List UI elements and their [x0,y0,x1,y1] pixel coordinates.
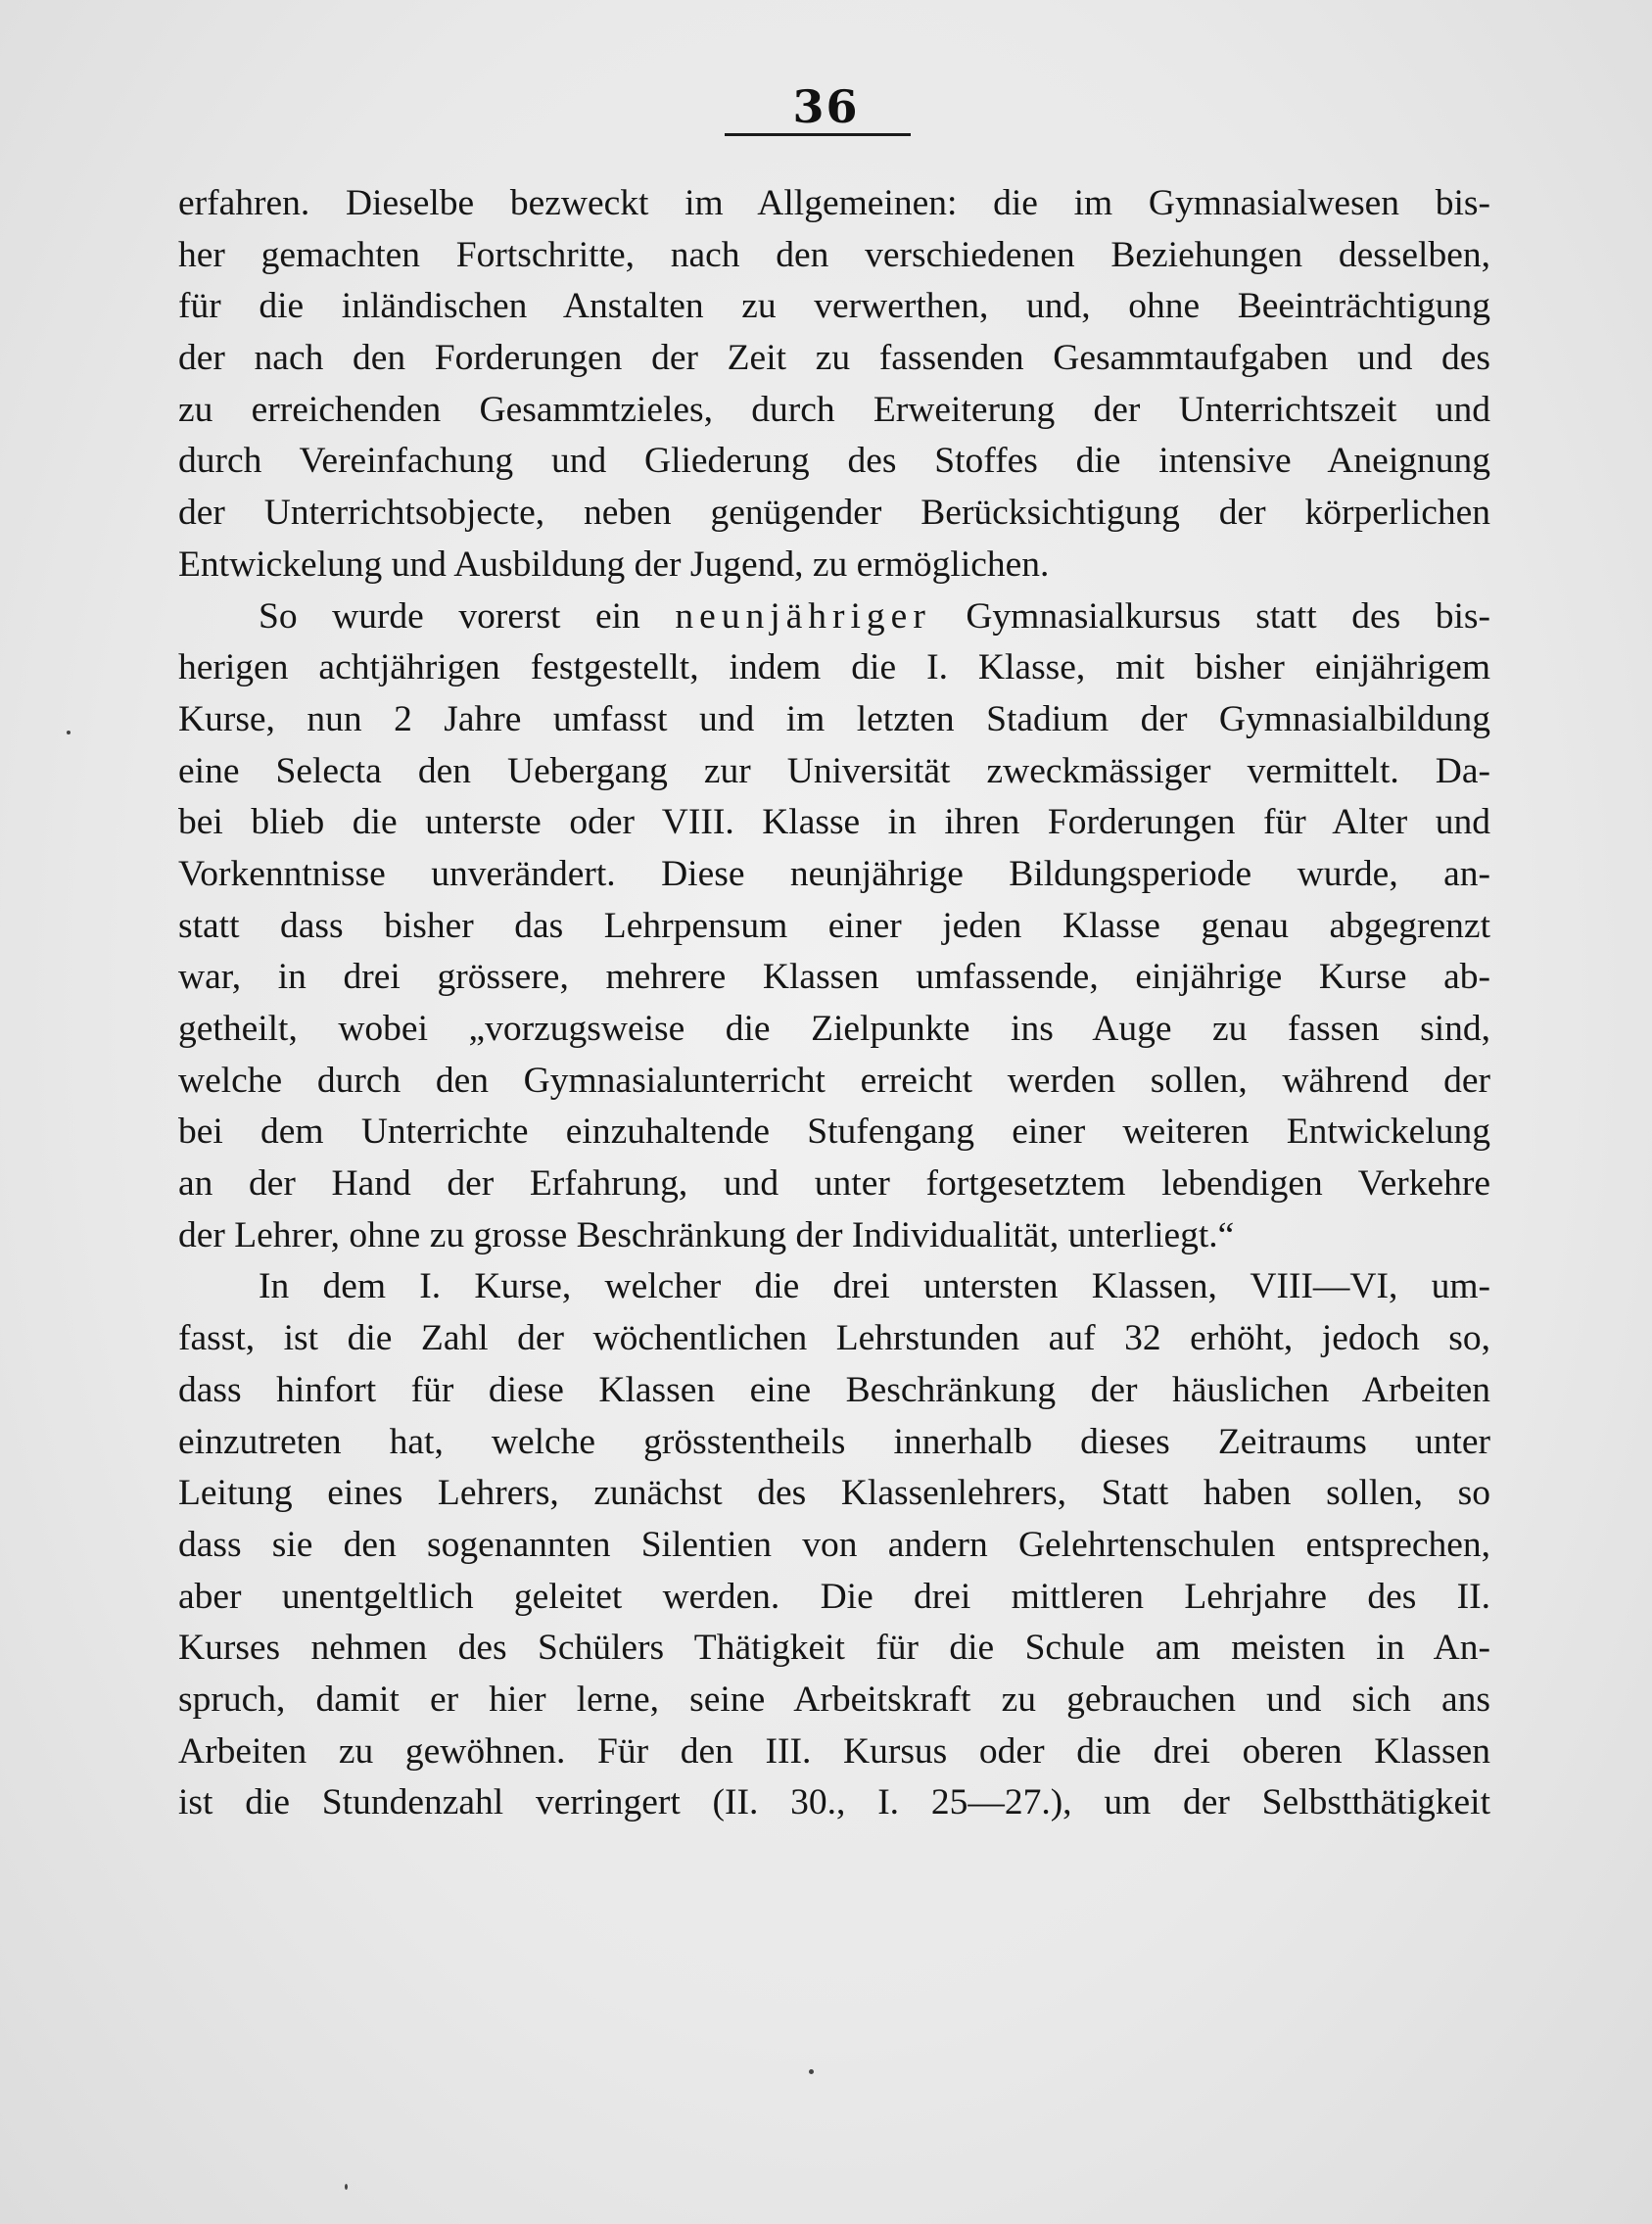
text-line: her gemachten Fortschritte, nach den verschiedenen Beziehungen desselben, [178,234,1490,275]
paper-speck [345,2184,348,2190]
text-line: statt dass bisher das Lehrpensum einer jeden Klasse genau abgegrenzt [178,905,1490,946]
text-line: spruch, damit er hier lerne, seine Arbeitskraft zu gebrauchen und sich ans [178,1679,1490,1720]
text-line: dass sie den sogenannten Silentien von andern Gelehrtenschulen entsprechen, [178,1524,1490,1565]
text-line: durch Vereinfachung und Gliederung des Stoffes die intensive Aneignung [178,441,1490,482]
text-line: Arbeiten zu gewöhnen. Für den III. Kursus oder die drei oberen Klassen [178,1730,1490,1772]
text-line: herigen achtjährigen festgestellt, indem die I. Klasse, mit bisher einjährigem [178,647,1490,688]
text-line: war, in drei grössere, mehrere Klassen umfassende, einjährige Kurse ab- [178,957,1490,998]
text-line: ist die Stundenzahl verringert (II. 30., I. 25—27.), um der Selbstthätigkeit [178,1782,1490,1823]
text-line: eine Selecta den Uebergang zur Universität zweckmässiger vermittelt. Da- [178,750,1490,791]
text-line: Kurses nehmen des Schülers Thätigkeit für die Schule am meisten in An- [178,1628,1490,1669]
text-line: Kurse, nun 2 Jahre umfasst und im letzten Stadium der Gymnasialbildung [178,698,1490,739]
text-line: aber unentgeltlich geleitet werden. Die drei mittleren Lehrjahre des II. [178,1576,1490,1617]
text-line: einzutreten hat, welche grösstentheils innerhalb dieses Zeitraums unter [178,1421,1490,1462]
text-line: der Lehrer, ohne zu grosse Beschränkung der Individualität, unterliegt.“ [178,1214,1235,1255]
text-line: an der Hand der Erfahrung, und unter fortgesetztem lebendigen Verkehre [178,1163,1490,1205]
body-text [178,178,1490,1829]
text-line: getheilt, wobei „vorzugsweise die Zielpunkte ins Auge zu fassen sind, [178,1009,1490,1049]
text-line: bei blieb die unterste oder VIII. Klasse in ihren Forderungen für Alter und [178,802,1490,843]
text-line: erfahren. Dieselbe bezweckt im Allgemeinen: die im Gymnasialwesen bis- [178,183,1490,223]
text-line: der nach den Forderungen der Zeit zu fassenden Gesammtaufgaben und des [178,338,1490,379]
paper-speck [809,2069,814,2074]
text-line: Entwickelung und Ausbildung der Jugend, zu ermöglichen. [178,544,1050,585]
text-line: welche durch den Gymnasialunterricht erreicht werden sollen, während der [178,1060,1490,1101]
text-line: fasst, ist die Zahl der wöchentlichen Lehrstunden auf 32 erhöht, jedoch so, [178,1318,1490,1359]
text-line: So wurde vorerst ein neunjähriger Gymnasialkursus statt des bis- [259,595,1490,637]
paper-speck [67,731,71,734]
text-line: Vorkenntnisse unverändert. Diese neunjährige Bildungsperiode wurde, an- [178,853,1490,894]
page-number-rule [725,133,911,136]
text-line: zu erreichenden Gesammtzieles, durch Erweiterung der Unterrichtszeit und [178,389,1490,430]
text-line: Leitung eines Lehrers, zunächst des Klassenlehrers, Statt haben sollen, so [178,1473,1490,1514]
text-line: der Unterrichtsobjecte, neben genügender Berücksichtigung der körperlichen [178,493,1490,534]
page-number: 36 [792,80,860,133]
text-line: In dem I. Kurse, welcher die drei untersten Klassen, VIII—VI, um- [259,1266,1490,1307]
text-line: dass hinfort für diese Klassen eine Beschränkung der häuslichen Arbeiten [178,1369,1490,1410]
text-line: für die inländischen Anstalten zu verwerthen, und, ohne Beeinträchtigung [178,286,1490,327]
text-line: bei dem Unterrichte einzuhaltende Stufengang einer weiteren Entwickelung [178,1112,1490,1153]
